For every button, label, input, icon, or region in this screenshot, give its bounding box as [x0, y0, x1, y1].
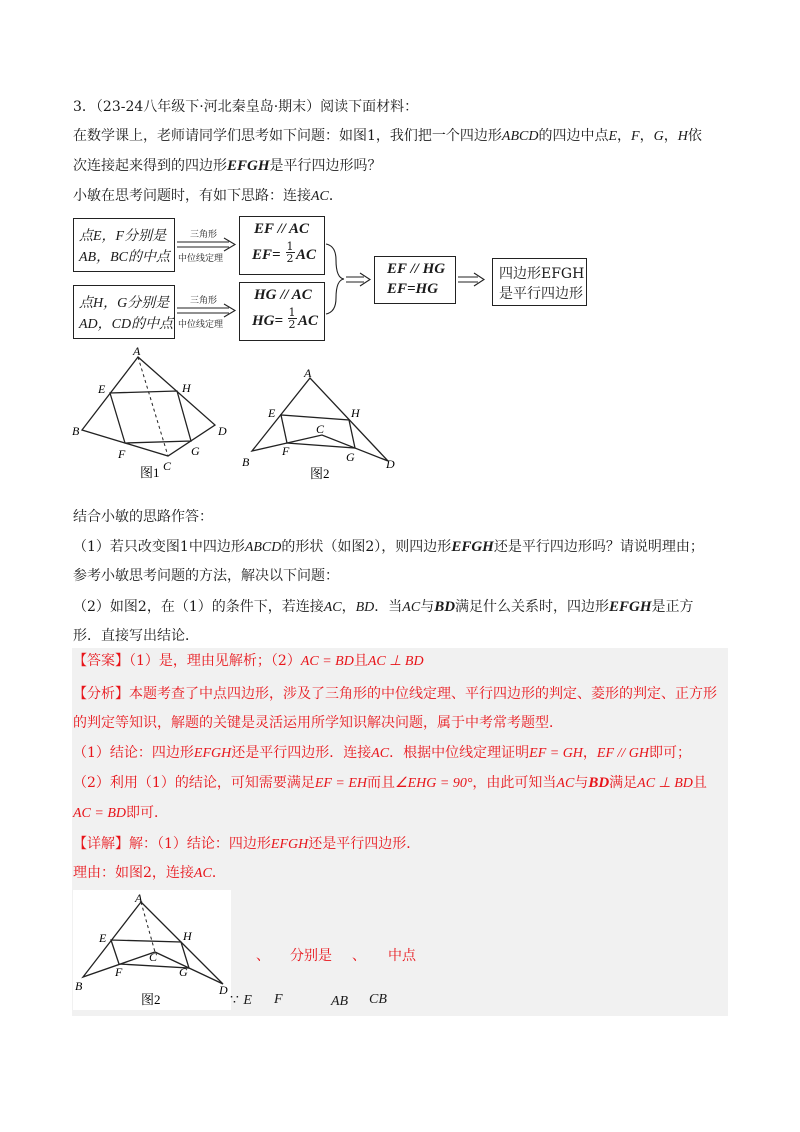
point-label-a: A — [133, 345, 141, 358]
point-label-d: D — [386, 457, 395, 471]
figure-2-caption: 图2 — [141, 992, 161, 1007]
arrow-label: 三角形 — [190, 296, 218, 306]
flow-box-ef-hg: EF // HG EF=HG — [374, 256, 456, 304]
fraction-half: 1 2 — [286, 240, 294, 265]
analysis-line-4: （2）利用（1）的结论，可知需要满足EF = EH而且∠EHG = 90°，由此可知当AC与BD满足AC ⊥ BD且 — [73, 775, 707, 791]
detail-because-line: ∵ E — [230, 992, 252, 1008]
point-label-h: H — [182, 381, 191, 395]
arrow-label: 中位线定理 — [178, 320, 224, 330]
point-label-c: C — [316, 422, 325, 436]
detail-fragment-1: 、 — [256, 948, 270, 964]
point-label-e: E — [99, 931, 107, 945]
point-label-d: D — [218, 424, 227, 438]
flow-box-hg-midpoints: 点H，G分别是 AD，CD的中点 — [73, 285, 175, 339]
figure-2 — [240, 365, 405, 480]
point-label-g: G — [179, 965, 188, 979]
detail-line-1: 【详解】解：（1）结论：四边形EFGH还是平行四边形． — [73, 836, 421, 852]
parts-intro: 结合小敏的思路作答： — [73, 509, 213, 525]
question-line-1: 在数学课上，老师请同学们思考如下问题：如图1，我们把一个四边形ABCD的四边中点E，F，G，H依 — [73, 128, 702, 144]
point-label-f: F — [115, 965, 123, 979]
point-label-e: E — [268, 406, 276, 420]
answer-figure-2 — [73, 890, 233, 1012]
point-label-e: E — [98, 382, 106, 396]
point-label-b: B — [75, 979, 83, 993]
part-1: （1）若只改变图1中四边形ABCD的形状（如图2），则四边形EFGH还是平行四边形吗？请说明理由； — [73, 539, 704, 555]
flow-box-conclusion: 四边形EFGH 是平行四边形 — [492, 258, 587, 306]
point-label-h: H — [183, 929, 192, 943]
point-label-h: H — [351, 406, 360, 420]
analysis-line-3: （1）结论：四边形EFGH还是平行四边形．连接AC．根据中位线定理证明EF = GH，EF // GH即可； — [73, 745, 692, 761]
part-reference: 参考小敏思考问题的方法，解决以下问题： — [73, 568, 339, 584]
answer-tag: 【答案】 — [73, 653, 129, 669]
flowchart-arrows — [0, 0, 800, 360]
point-label-f: F — [118, 447, 126, 461]
part-2-line-1: （2）如图2，在（1）的条件下，若连接AC，BD．当AC与BD满足什么关系时，四边形EFGH是正方 — [73, 599, 694, 615]
point-label-f: F — [282, 444, 290, 458]
analysis-line-1: 【分析】本题考查了中点四边形，涉及了三角形的中位线定理、平行四边形的判定、菱形的判定、正方形 — [73, 686, 717, 702]
point-label-c: C — [163, 459, 172, 473]
detail-fragment-ab: AB — [331, 994, 349, 1009]
fraction-half: 1 2 — [288, 306, 296, 331]
figure-1-caption: 图1 — [140, 465, 160, 480]
detail-fragment-3: 、 — [352, 948, 366, 964]
point-label-a: A — [304, 366, 312, 380]
flow-box-hg-parallel: HG // AC HG= 1 2 AC — [239, 282, 325, 341]
figure-1 — [70, 345, 235, 480]
detail-fragment-cb: CB — [369, 992, 387, 1007]
arrow-label: 三角形 — [190, 230, 218, 240]
question-line-2: 次连接起来得到的四边形EFGH是平行四边形吗？ — [73, 158, 382, 174]
point-label-g: G — [346, 450, 355, 464]
point-label-c: C — [149, 950, 158, 964]
point-label-b: B — [242, 455, 250, 469]
point-label-b: B — [72, 424, 80, 438]
detail-line-2: 理由：如图2，连接AC． — [73, 865, 226, 881]
detail-tag: 【详解】 — [73, 836, 129, 852]
arrow-label: 中位线定理 — [178, 254, 224, 264]
analysis-line-5: AC = BD即可． — [73, 805, 168, 821]
question-line-3: 小敏在思考问题时，有如下思路：连接AC． — [73, 188, 343, 204]
analysis-line-2: 的判定等知识，解题的关键是灵活运用所学知识解决问题，属于中考常考题型． — [73, 715, 563, 731]
detail-fragment-2: 分别是 — [290, 948, 332, 964]
flow-box-ef-parallel: EF // AC EF= 1 2 AC — [239, 216, 325, 275]
point-label-a: A — [135, 891, 143, 905]
flow-box-ef-midpoints: 点E，F分别是 AB，BC的中点 — [73, 218, 175, 272]
analysis-tag: 【分析】 — [73, 686, 129, 702]
part-2-line-2: 形．直接写出结论． — [73, 628, 199, 644]
question-header: 3．（23-24八年级下·河北秦皇岛·期末）阅读下面材料： — [73, 99, 419, 115]
point-label-d: D — [219, 983, 228, 997]
figure-2-caption: 图2 — [310, 466, 330, 480]
detail-fragment-f: F — [274, 992, 283, 1007]
detail-fragment-4: 中点 — [388, 948, 416, 964]
answer-line: 【答案】（1）是，理由见解析；（2）AC = BD且AC ⊥ BD — [73, 653, 424, 669]
point-label-g: G — [191, 444, 200, 458]
